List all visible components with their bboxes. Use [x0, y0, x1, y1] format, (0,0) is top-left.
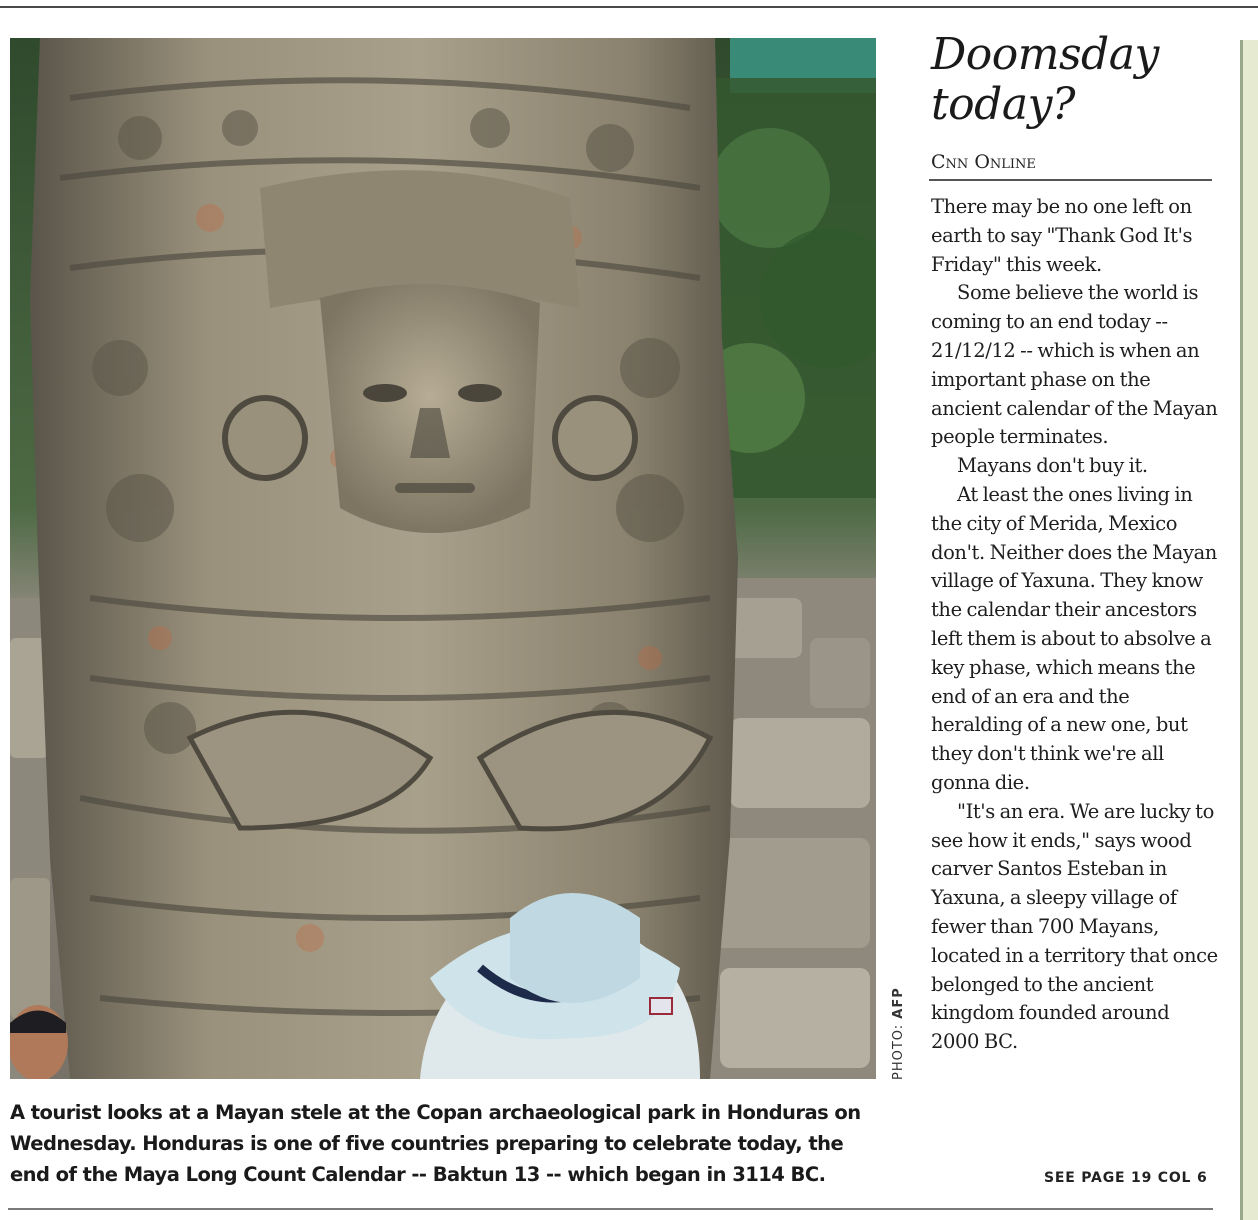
bottom-rule: [8, 1208, 1213, 1210]
photo-caption: A tourist looks at a Mayan stele at the Copan archaeological park in Honduras on Wednesday. Honduras is one of five countries preparing to celebrate today, the end of the Maya Long Count Calendar -- Baktun 13 -- which began in 3114 BC.: [10, 1101, 861, 1186]
paragraph: "It's an era. We are lucky to see how it ends," says wood carver Santos Esteban in Yaxuna, a sleepy village of fewer than 700 Mayans, located in a territory that once belonged to the ancient kingdom founded around 2000 BC.: [931, 799, 1218, 1054]
paragraph: Some believe the world is coming to an end today -- 21/12/12 -- which is when an important phase on the ancient calendar of the Mayan people terminates.: [931, 281, 1218, 449]
photo-credit-prefix: PHOTO:: [891, 1018, 906, 1080]
stele-photo: [10, 38, 876, 1079]
top-rule: [0, 6, 1258, 8]
continued-jump: SEE PAGE 19 COL 6: [1044, 1170, 1208, 1186]
byline-source: Cnn Online: [931, 151, 1036, 173]
adjacent-panel-edge: [1240, 40, 1258, 1220]
headline-line-1: Doomsday: [931, 29, 1159, 80]
photo-credit: [891, 987, 906, 1080]
paragraph: There may be no one left on earth to say "Thank God It's Friday" this week.: [931, 195, 1193, 276]
paragraph: Mayans don't buy it.: [957, 454, 1148, 478]
paragraph: At least the ones living in the city of Merida, Mexico don't. Neither does the Mayan village of Yaxuna. They know the calendar their ancestors left them is about to absolve a key phase, which means the end of an era and the heralding of a new one, but they don't think we're all gonna die.: [931, 482, 1217, 794]
headline-line-2: today?: [931, 79, 1076, 130]
byline-rule: [929, 179, 1212, 181]
headline: [931, 30, 1231, 130]
photo-credit-agency: AFP: [891, 987, 906, 1019]
article-body: [931, 193, 1221, 1057]
